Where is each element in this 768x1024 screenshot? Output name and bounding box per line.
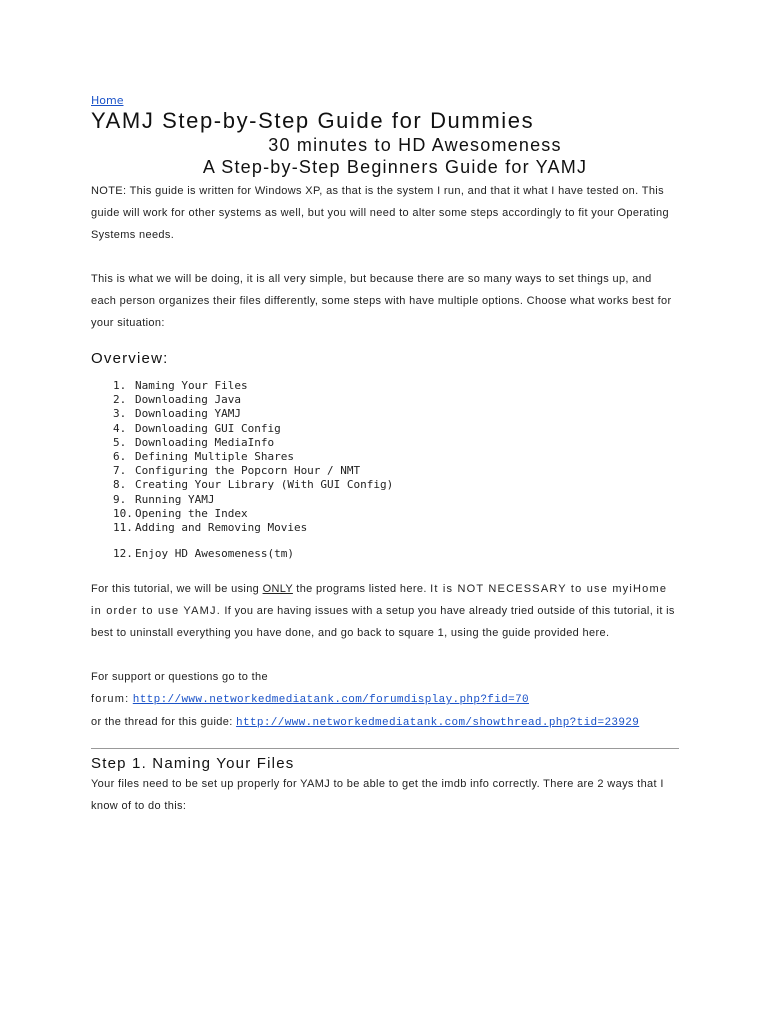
list-item: 10. Opening the Index <box>113 506 248 520</box>
list-item-label: Opening the Index <box>135 506 248 520</box>
not-necessary-text: It is NOT NECESSARY to use myiHome in order to use YAMJ. <box>91 583 668 618</box>
overview-list <box>91 379 679 535</box>
subtitle-line-1: 30 minutes to HD Awesomeness <box>268 135 562 155</box>
list-item: 9. Running YAMJ <box>113 492 215 506</box>
list-item: 6. Defining Multiple Shares <box>113 450 294 464</box>
forum-link[interactable]: http://www.networkedmediatank.com/forumdisplay.php?fid=70 <box>132 694 529 707</box>
list-item: 4. Downloading GUI Config <box>113 421 281 435</box>
step1-paragraph: Your files need to be set up properly for YAMJ to be able to get the imdb info correctly. There are 2 ways that I know of to do this: <box>91 778 664 813</box>
tutorial-paragraph: For this tutorial, we will be using ONLY the programs listed here. It is NOT NECESSARY to use myiHome in order to use YAMJ. If you are having issues with a setup you have already tried outside of this tutorial, it is best to uninstall everything you have done, and go back to square 1, using the guide provided here. <box>91 583 675 640</box>
list-item-label: Downloading MediaInfo <box>135 435 275 449</box>
list-item-label: Configuring the Popcorn Hour / NMT <box>135 464 361 478</box>
only-emphasis: ONLY <box>262 583 293 596</box>
list-item: 8. Creating Your Library (With GUI Config) <box>113 478 394 492</box>
overview-list-final <box>91 547 679 561</box>
list-item-label: Running YAMJ <box>135 492 215 506</box>
list-item: 5. Downloading MediaInfo <box>113 435 275 449</box>
page-title: YAMJ Step-by-Step Guide for Dummies <box>91 108 535 133</box>
section-divider <box>91 748 679 749</box>
list-item: 2. Downloading Java <box>113 393 241 407</box>
note-paragraph: NOTE: This guide is written for Windows XP, as that is the system I run, and that it what I have tested on. This guide will work for other systems as well, but you will need to alter some steps accordingly to fit your Operating Systems needs. <box>91 185 669 241</box>
home-link[interactable]: Home <box>91 94 124 107</box>
list-item: 11. Adding and Removing Movies <box>113 521 308 535</box>
list-item-label: Downloading GUI Config <box>135 421 281 435</box>
intro-paragraph: This is what we will be doing, it is all very simple, but because there are so many ways to set things up, and each person organizes their files differently, some steps with have multiple options. Choose what works best for your situation: <box>91 273 672 329</box>
thread-link[interactable]: http://www.networkedmediatank.com/showthread.php?tid=23929 <box>236 717 640 730</box>
list-item-label: Defining Multiple Shares <box>135 450 294 464</box>
list-item: 3. Downloading YAMJ <box>113 407 241 421</box>
list-item: 1. Naming Your Files <box>113 379 248 392</box>
list-item-label: Adding and Removing Movies <box>135 521 308 535</box>
subtitle-line-2: A Step-by-Step Beginners Guide for YAMJ <box>202 157 588 177</box>
list-item: 7. Configuring the Popcorn Hour / NMT <box>113 464 361 478</box>
document-page <box>91 94 679 817</box>
list-item-label: Downloading Java <box>135 393 241 407</box>
list-item: 12. Enjoy HD Awesomeness(tm) <box>113 547 294 561</box>
list-item-label: Creating Your Library (With GUI Config) <box>135 478 394 492</box>
list-item-label: Downloading YAMJ <box>135 407 241 421</box>
list-item-label: Naming Your Files <box>135 379 248 392</box>
support-paragraph: For support or questions go to the forum: http://www.networkedmediatank.com/forumdisplay.php?fid=70 or the thread for this guide: http://www.networkedmediatank.com/showthread.php?tid=23929 <box>91 671 640 730</box>
overview-heading: Overview: <box>91 350 169 367</box>
step1-heading: Step 1. Naming Your Files <box>91 755 295 773</box>
